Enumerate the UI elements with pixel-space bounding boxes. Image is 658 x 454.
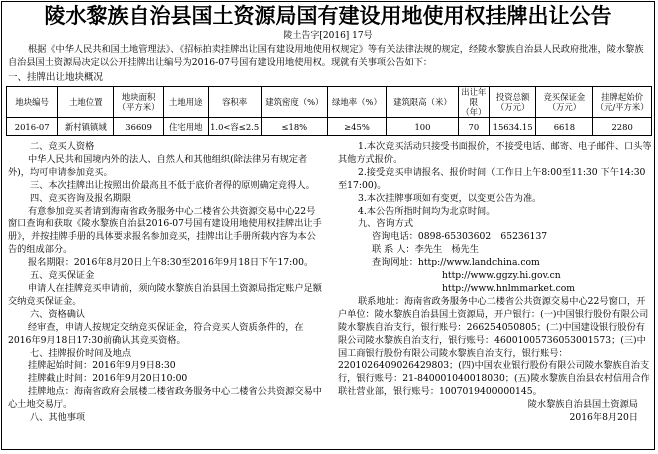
other-item-1: 1.本次竞买活动只接受书面报价，不接受电话、邮寄、电子邮件、口头等其他方式报价。 <box>338 141 652 165</box>
col-header: 竞买保证金（万元） <box>536 87 593 118</box>
section-3-heading: 三、本次挂牌出让按照出价最高且不低于底价者得的原则确定竞得人。 <box>30 179 315 191</box>
section-4-heading: 四、竞买咨询及报名期限 <box>30 192 132 204</box>
table-cell: ≤18% <box>261 118 327 136</box>
col-header: 建筑限高（米） <box>386 87 458 118</box>
table-cell: 1.0<容≤2.5 <box>208 118 261 136</box>
table-row <box>7 118 652 136</box>
section-1-heading: 一、挂牌出让地块概况 <box>8 72 104 83</box>
plot-table <box>6 86 652 136</box>
section-2-text: 中华人民共和国境内外的法人、自然人和其他组织(除法律另有规定者外)，均可申请参加竞买。 <box>8 153 308 178</box>
col-header: 容积率 <box>208 87 261 118</box>
section-4-text: 有意参加竞买者请到海南省政务服务中心二楼省公共资源交易中心22号窗口查询和获取《陵水黎族自治县2016-07号国有建设用地使用权挂牌出让手册》，并按挂牌手册的具体要求报名参加竞买，挂牌出让手册所载内容为本公告的组成部分。 <box>8 205 322 256</box>
table-cell: 15634.15 <box>489 118 536 136</box>
col-header: 地块编号 <box>7 87 58 118</box>
table-cell: 住宅用地 <box>163 118 208 136</box>
col-header: 土地用途 <box>163 87 208 118</box>
table-cell: ≥45% <box>328 118 387 136</box>
table-cell: 6618 <box>536 118 593 136</box>
website-3: http://www.hnlmmarket.com <box>442 282 575 294</box>
website-2: http://www.ggzy.hi.gov.cn <box>442 270 561 282</box>
col-header: 挂牌起始价（元/平方米） <box>593 87 652 118</box>
table-cell: 2280 <box>593 118 652 136</box>
table-header-row <box>7 87 652 118</box>
section-5-heading: 五、竞买保证金 <box>30 270 95 282</box>
col-header: 投资总额（万元） <box>489 87 536 118</box>
right-column <box>338 141 652 425</box>
section-9-heading: 九、咨询方式 <box>358 218 414 230</box>
website-label: 查询网址：http://www.landchina.com <box>372 257 540 269</box>
intro-paragraph: 根据《中华人民共和国土地管理法》、《招标拍卖挂牌出让国有建设用地使用权规定》等有关法律法规的规定，经陵水黎族自治县人民政府批准，陵水黎族自治县国土资源局决定以公开挂牌出让编号为2016-07号国有建设用地使用权。现就有关事项公告如下： <box>8 44 644 68</box>
listing-end-time: 挂牌截止时间：2016年9月20日10:00 <box>28 373 188 385</box>
col-header: 地块面积（平方米） <box>114 87 164 118</box>
table-cell: 2016-07 <box>7 118 58 136</box>
registration-period: 报名期限：2016年8月20日上午8:30至2016年9月18日下午17:00。 <box>28 257 314 269</box>
table-cell: 100 <box>386 118 458 136</box>
col-header: 绿地率（%） <box>328 87 387 118</box>
col-header: 建筑密度（%） <box>261 87 327 118</box>
section-7-heading: 七、挂牌报价时间及地点 <box>30 347 132 359</box>
col-header: 土地位置 <box>58 87 114 118</box>
listing-start-time: 挂牌起始时间：2016年9月9日8:30 <box>28 360 176 372</box>
section-6-text: 经审查，申请人按规定交纳竞买保证金，符合竞买人资质条件的，在2016年9月18日17:30前确认其竞买资格。 <box>8 321 304 346</box>
document-number: 陵土告字[2016] 17号 <box>283 31 373 41</box>
section-5-text: 申请人在挂牌竞买申请前，须向陵水黎族自治县国土资源局指定账户足额交纳竞买保证金。 <box>8 282 322 307</box>
left-column <box>8 141 324 425</box>
contact-address-and-bank: 联系地址：海南省政务服务中心二楼省公共资源交易中心22号窗口，开户单位：陵水黎族自治县国土资源局，开户银行：(一)中国银行股份有限公司陵水黎族自治支行，银行账号：266254050805；(二)中国建设银行股份有限公司陵水黎族自治支行，银行账号：46001005736053001573；(三)中国工商银行股份有限公司陵水黎族自治支行，银行账号：2201026409026429803；(四)中国农业银行股份有限公司陵水黎族自治支行，银行账号：21-840001040018030；(五)陵水黎族自治县农村信用合作联社营业部，银行账号：1007019400000145。 <box>338 295 650 398</box>
other-item-3: 3.本次挂牌事项如有变更，以变更公告为准。 <box>358 192 542 204</box>
signing-date: 2016年8月20日 <box>569 412 638 424</box>
col-header: 出让年限（年） <box>458 87 489 118</box>
signing-organization: 陵水黎族自治县国土资源局 <box>527 399 638 411</box>
other-item-4: 4.本公告所指时间均为北京时间。 <box>358 205 496 217</box>
other-item-2: 2.接受竞买申请报名、报价时间（工作日上午8:00至11:30 下午14:30至17:00)。 <box>338 166 646 191</box>
table-cell: 70 <box>458 118 489 136</box>
table-cell: 新村镇镇域 <box>58 118 114 136</box>
contact-person: 联 系 人：李先生 杨先生 <box>372 244 479 256</box>
section-2-heading: 二、竞买人资格 <box>30 141 95 152</box>
notice-title: 陵水黎族自治县国土资源局国有建设用地使用权挂牌出让公告 <box>44 4 612 28</box>
notice-page <box>1 1 655 450</box>
contact-phone: 咨询电话：0898-65303602 65236137 <box>372 231 548 243</box>
table-cell: 36609 <box>114 118 164 136</box>
section-8-heading: 八、其他事项 <box>30 412 86 424</box>
section-6-heading: 六、资格确认 <box>30 308 86 320</box>
listing-location: 挂牌地点：海南省政府会展楼二楼省政务服务中心二楼省公共资源交易中心土地交易厅。 <box>8 386 322 411</box>
